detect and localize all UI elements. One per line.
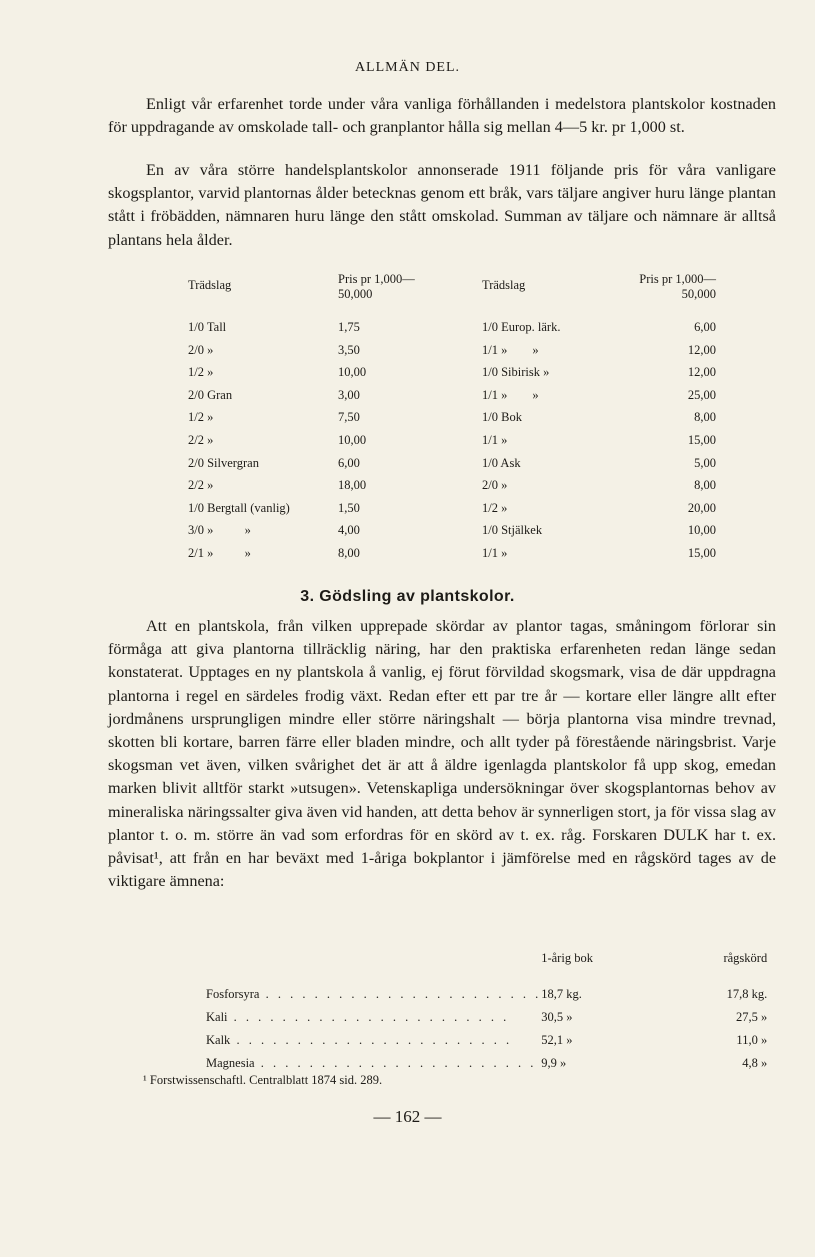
species-name: » — [207, 478, 214, 493]
age-fraction: 1/1 — [482, 545, 498, 560]
price-value: 10,00 — [338, 365, 367, 380]
price-row-species — [188, 343, 334, 366]
price-value: 18,00 — [338, 478, 367, 493]
nutrient-name: Fosforsyra — [206, 987, 260, 1001]
age-fraction: 1/2 — [188, 365, 204, 380]
header-species: Trädslag — [188, 278, 232, 292]
age-fraction: 1/2 — [188, 410, 204, 425]
price-row — [482, 343, 716, 366]
paragraph-3-text: Att en plantskola, från vilken upprepade skördar av plantor tagas, småningom förlorar sin förmåga att giva plantorna tillräcklig näring, har den praktiska erfarenheten redan länge sedan konstaterat. Upptages en ny plantskola å vanlig, ej förut förvildad skogsmark, visa de där uppdragna plantorna i regel en särdeles frodig växt. Redan efter ett par tre år — kortare eller längre allt efter jordmånens ursprungligen mindre eller större näringshalt — börja plantorna visa mindre trevnad, skotten bli kortare, barren färre eller bladen mindre, och allt tyder på förestående näringsbrist. Varje skogsman vet även, vilken svårighet det är att å äldre igenlagda plantskolor få upp skog, emedan marken blivit alltför starkt »utsugen». Vetenskapliga undersökningar över skogsplantornas behov av mineraliska näringssalter giva även vid handen, att detta behov är synnerligen stort, ja för vissa slag av plantor t. o. m. större än vad som erfordras för en skörd av t. ex. råg. Forskaren DULK har t. ex. påvisat¹, att från en har beväxt med 1-åriga bokplantor i jämförelse med en rågskörd tages av de viktigare ämnena: — [108, 617, 776, 891]
age-fraction: 1/1 — [482, 387, 498, 402]
price-row-species — [482, 478, 602, 501]
age-fraction: 2/2 — [188, 478, 204, 493]
price-value: 5,00 — [694, 455, 716, 470]
price-row — [188, 478, 438, 501]
nutrient-rag-value: 4,8 » — [742, 1056, 768, 1070]
nutrient-table — [206, 951, 767, 1075]
price-value: 6,00 — [338, 455, 360, 470]
leader-dots: . . . . . . . . . . . . . . . . . . . . . . . — [259, 987, 542, 1001]
price-value: 15,00 — [687, 432, 716, 447]
nutrient-bok-value: 9,9 » — [541, 1056, 567, 1070]
price-row — [482, 501, 716, 524]
price-row-species — [482, 501, 602, 524]
price-value: 10,00 — [338, 432, 367, 447]
age-fraction: 1/1 — [482, 342, 498, 357]
species-name: Bergtall (vanlig) — [207, 500, 290, 515]
price-value: 3,00 — [338, 387, 360, 402]
price-row — [482, 546, 716, 569]
age-fraction: 1/0 — [482, 455, 498, 470]
species-name: » — [501, 500, 508, 515]
age-fraction: 2/0 — [188, 342, 204, 357]
nutrient-name: Kalk — [206, 1033, 231, 1047]
age-fraction: 1/0 — [482, 320, 498, 334]
price-row-species — [188, 478, 334, 501]
species-name: Gran — [207, 387, 233, 402]
price-row — [188, 365, 438, 388]
age-fraction: 1/0 — [482, 410, 498, 425]
species-name: » » — [501, 342, 539, 357]
species-name: Tall — [206, 320, 227, 334]
price-row — [188, 456, 438, 479]
species-name: » » — [501, 387, 539, 402]
age-fraction: 1/0 — [188, 320, 204, 334]
age-fraction: 1/0 — [188, 500, 204, 515]
price-row-species — [482, 456, 602, 479]
running-head: ALLMÄN DEL. — [354, 60, 461, 75]
age-fraction: 1/0 — [482, 523, 498, 538]
age-fraction: 1/2 — [482, 500, 498, 515]
leader-dots: . . . . . . . . . . . . . . . . . . . . . . . — [227, 1010, 510, 1024]
age-fraction: 2/0 — [188, 455, 204, 470]
price-row — [188, 343, 438, 366]
age-fraction: 1/1 — [482, 432, 498, 447]
price-row-species — [188, 501, 334, 524]
paragraph-3 — [108, 615, 776, 893]
section-title: 3. Gödsling av plantskolor. — [300, 588, 515, 605]
price-row-species — [482, 365, 602, 388]
price-value: 1,50 — [338, 500, 360, 515]
price-row-species — [188, 410, 334, 433]
price-row — [188, 523, 438, 546]
price-row — [482, 478, 716, 501]
price-table-left — [188, 272, 438, 569]
nutrient-name: Kali — [206, 1010, 228, 1024]
price-row — [482, 410, 716, 433]
species-name: » » — [207, 523, 251, 538]
price-value: 25,00 — [687, 387, 716, 402]
price-row — [482, 388, 716, 411]
price-row — [188, 546, 438, 569]
age-fraction: 2/2 — [188, 432, 204, 447]
species-name: » — [501, 545, 508, 560]
age-fraction: 2/0 — [188, 387, 204, 402]
species-name: Stjälkek — [501, 523, 543, 538]
price-value: 6,00 — [694, 320, 716, 334]
paragraph-1-text: Enligt vår erfarenhet torde under våra vanliga förhållanden i medelstora plantskolor kostnaden för uppdragande av omskolade tall- och granplantor hålla sig mellan 4—5 kr. pr 1,000 st. — [108, 95, 776, 137]
price-value: 10,00 — [687, 523, 716, 538]
price-value: 7,50 — [338, 410, 360, 425]
nutrient-bok-value: 52,1 » — [541, 1033, 573, 1047]
price-value: 20,00 — [687, 500, 716, 515]
price-value: 12,00 — [687, 365, 716, 380]
price-row — [188, 410, 438, 433]
nutrient-header-rag: rågskörd — [723, 951, 768, 965]
species-name: Sibirisk » — [501, 365, 550, 380]
species-name: » — [207, 342, 214, 357]
age-fraction: 3/0 — [188, 523, 204, 538]
nutrient-rag-value: 27,5 » — [735, 1010, 768, 1024]
species-name: » — [501, 478, 508, 493]
paragraph-2 — [108, 159, 776, 252]
page-number: — 162 — — [373, 1107, 442, 1126]
header-price: Pris pr 1,000—50,000 — [639, 272, 716, 301]
header-species: Trädslag — [482, 278, 526, 292]
paragraph-1 — [108, 93, 776, 139]
age-fraction: 2/0 — [482, 478, 498, 493]
price-value: 1,75 — [338, 320, 360, 334]
price-value: 8,00 — [694, 478, 716, 493]
price-row — [188, 320, 438, 343]
age-fraction: 2/1 — [188, 545, 204, 560]
price-value: 12,00 — [687, 342, 716, 357]
nutrient-header-bok: 1-årig bok — [541, 951, 593, 965]
price-row — [188, 501, 438, 524]
price-row-species — [482, 410, 602, 433]
species-name: » — [501, 432, 508, 447]
price-row-species — [482, 433, 602, 456]
species-name: Silvergran — [207, 455, 259, 470]
price-row-species — [482, 343, 602, 366]
nutrient-rag-value: 11,0 » — [736, 1033, 768, 1047]
price-row — [482, 433, 716, 456]
species-name: Europ. lärk. — [501, 320, 561, 334]
species-name: » — [207, 365, 214, 380]
price-value: 4,00 — [338, 523, 360, 538]
nutrient-bok-value: 30,5 » — [541, 1010, 573, 1024]
nutrient-name: Magnesia — [206, 1056, 255, 1070]
price-row-species — [188, 320, 334, 343]
price-value: 8,00 — [694, 410, 716, 425]
price-row-species — [188, 433, 334, 456]
header-price: Pris pr 1,000—50,000 — [338, 272, 415, 301]
age-fraction: 1/0 — [482, 365, 498, 380]
price-row — [482, 365, 716, 388]
price-row — [482, 456, 716, 479]
price-row-species — [188, 546, 334, 569]
price-row-species — [188, 365, 334, 388]
price-row-species — [188, 456, 334, 479]
nutrient-name-cell — [206, 1029, 541, 1052]
price-row-species — [188, 388, 334, 411]
species-name: Ask — [500, 455, 521, 470]
price-table-right — [482, 272, 716, 569]
price-row — [482, 320, 716, 343]
price-value: 3,50 — [338, 342, 360, 357]
price-row-species — [482, 388, 602, 411]
price-row — [188, 388, 438, 411]
paragraph-2-text: En av våra större handelsplantskolor annonserade 1911 följande pris för våra vanligare skogsplantor, varvid plantornas ålder betecknas genom ett bråk, vars täljare angiver huru länge plantan stått i fröbädden, nämnaren huru länge den stått omskolad. Summan av täljare och nämnare är alltså plantans hela ålder. — [108, 161, 776, 249]
species-name: » » — [207, 545, 251, 560]
price-value: 8,00 — [338, 545, 360, 560]
price-row-species — [188, 523, 334, 546]
species-name: Bok — [501, 410, 522, 425]
nutrient-name-cell — [206, 1052, 541, 1075]
nutrient-rag-value: 17,8 kg. — [726, 987, 768, 1001]
nutrient-row — [206, 1006, 767, 1029]
price-row-species — [482, 523, 602, 546]
leader-dots: . . . . . . . . . . . . . . . . . . . . . . . — [254, 1056, 537, 1070]
price-row-species — [482, 546, 602, 569]
nutrient-name-cell — [206, 1006, 541, 1029]
price-row — [482, 523, 716, 546]
species-name: » — [207, 432, 214, 447]
species-name: » — [207, 410, 214, 425]
nutrient-row — [206, 1029, 767, 1052]
nutrient-header-blank — [206, 951, 541, 983]
nutrient-row — [206, 1052, 767, 1075]
nutrient-name-cell — [206, 983, 541, 1006]
nutrient-bok-value: 18,7 kg. — [541, 987, 582, 1001]
price-value: 15,00 — [687, 545, 716, 560]
footnote: ¹ Forstwissenschaftl. Centralblatt 1874 sid. 289. — [143, 1073, 383, 1087]
price-row — [188, 433, 438, 456]
price-row-species — [482, 320, 602, 343]
leader-dots: . . . . . . . . . . . . . . . . . . . . . . . — [230, 1033, 513, 1047]
nutrient-row — [206, 983, 767, 1006]
